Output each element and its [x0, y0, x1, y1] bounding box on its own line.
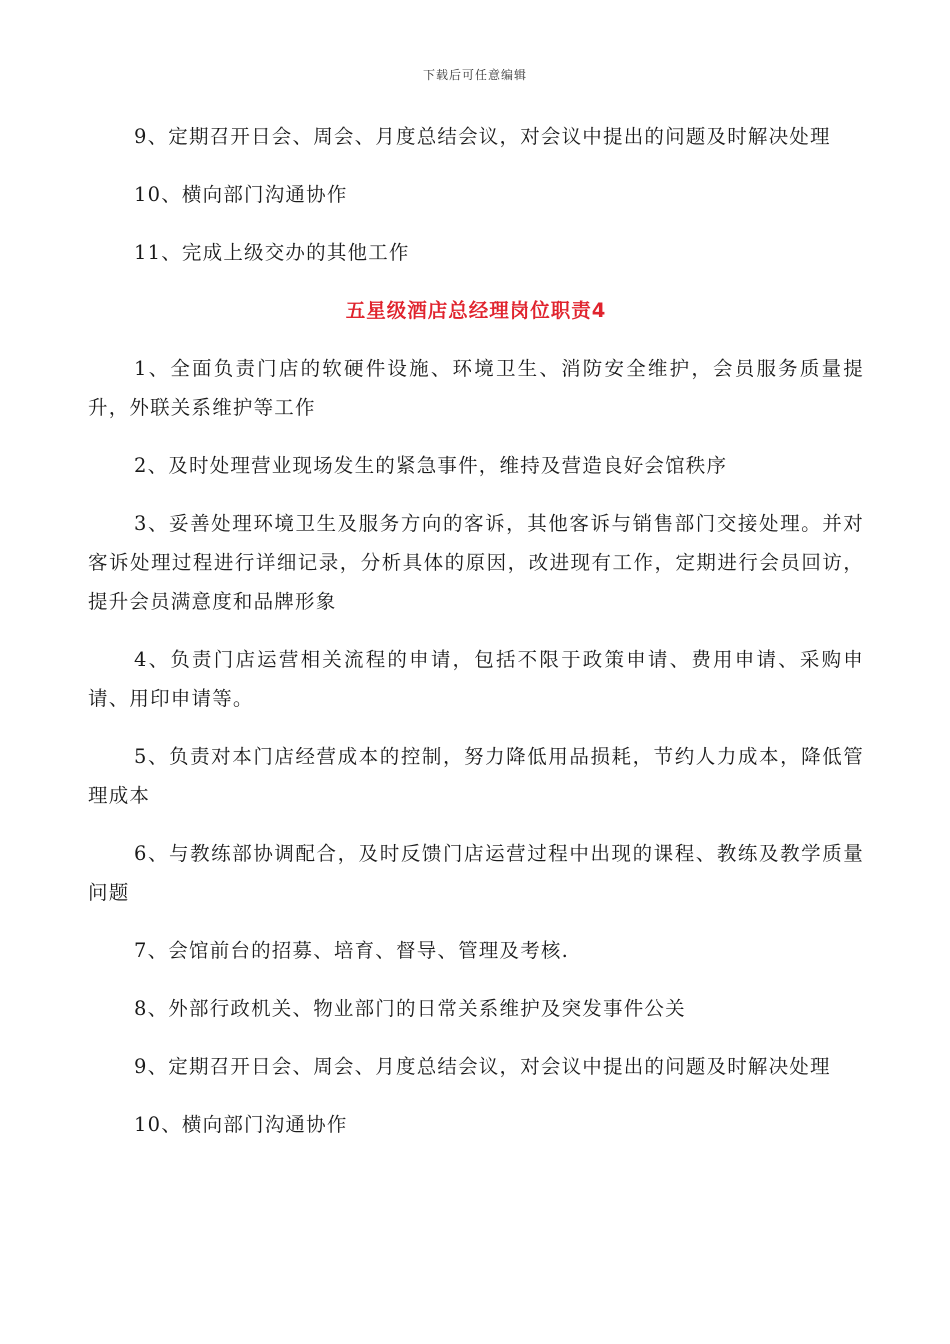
- paragraph: 10、横向部门沟通协作: [134, 1113, 348, 1136]
- paragraph: 7、会馆前台的招募、培育、督导、管理及考核.: [134, 939, 570, 962]
- paragraph: 1、全面负责门店的软硬件设施、环境卫生、消防安全维护，会员服务质量提升，外联关系维护等工作: [88, 357, 864, 419]
- paragraph: 8、外部行政机关、物业部门的日常关系维护及突发事件公关: [134, 997, 686, 1020]
- paragraph: 10、横向部门沟通协作: [134, 183, 348, 206]
- paragraph: 9、定期召开日会、周会、月度总结会议，对会议中提出的问题及时解决处理: [134, 125, 831, 148]
- document-body: [88, 117, 864, 1163]
- header-note: 下载后可任意编辑: [422, 68, 527, 82]
- paragraph: 5、负责对本门店经营成本的控制，努力降低用品损耗，节约人力成本，降低管理成本: [88, 745, 864, 807]
- paragraph: 3、妥善处理环境卫生及服务方向的客诉，其他客诉与销售部门交接处理。并对客诉处理过程进行详细记录，分析具体的原因，改进现有工作，定期进行会员回访，提升会员满意度和品牌形象: [88, 512, 864, 613]
- section-title: 五星级酒店总经理岗位职责4: [345, 299, 607, 322]
- paragraph: 2、及时处理营业现场发生的紧急事件，维持及营造良好会馆秩序: [134, 454, 728, 477]
- paragraph: 6、与教练部协调配合，及时反馈门店运营过程中出现的课程、教练及教学质量问题: [88, 842, 864, 904]
- paragraph: 9、定期召开日会、周会、月度总结会议，对会议中提出的问题及时解决处理: [134, 1055, 831, 1078]
- paragraph: 4、负责门店运营相关流程的申请，包括不限于政策申请、费用申请、采购申请、用印申请等。: [88, 648, 864, 710]
- paragraph: 11、完成上级交办的其他工作: [134, 241, 410, 264]
